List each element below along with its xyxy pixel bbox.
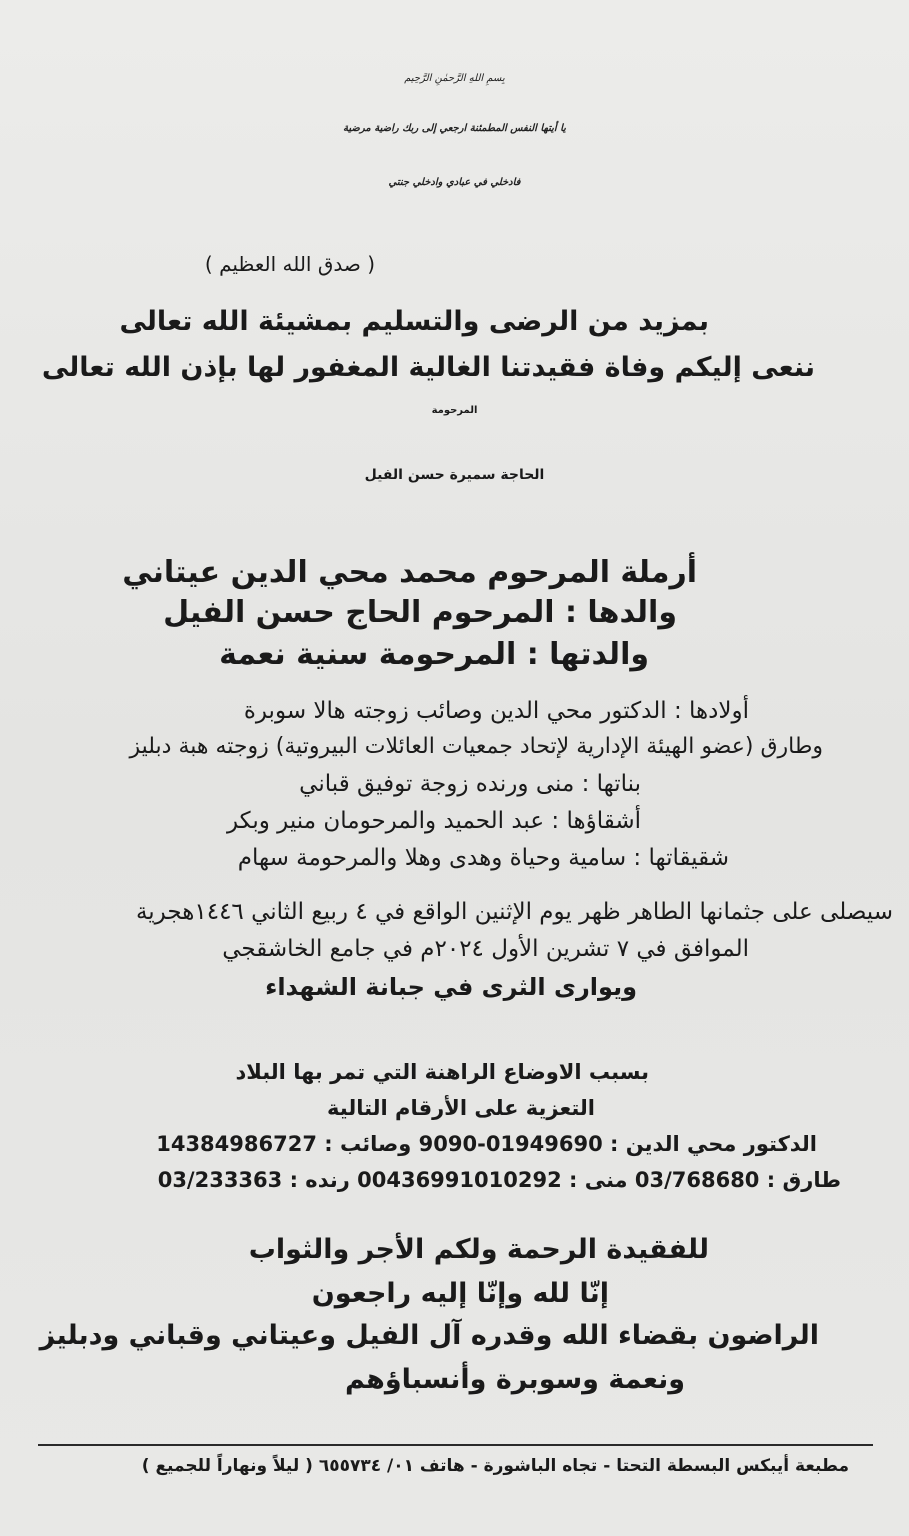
funeral-line-3: ويوارى الثرى في جبانة الشهداء (265, 973, 637, 1001)
intro-line-1: بمزيد من الرضى والتسليم بمشيئة الله تعالى (119, 306, 709, 337)
sisters: شقيقاتها : سامية وحياة وهدى وهلا والمرحومة سهام (237, 845, 729, 871)
marhuma-label: المرحومة (431, 405, 478, 416)
closing-line-4: ونعمة وسوبرة وأنسباؤهم (344, 1364, 685, 1395)
verse-line-1: يا أيتها النفس المطمئنة ارجعي إلى ربك راضية مرضية (343, 123, 566, 134)
phones-line-2: طارق : 03/768680 منى : 00436991010292 رنده : 03/233363 (157, 1168, 841, 1192)
condolences-line-2: التعزية على الأرقام التالية (327, 1096, 595, 1120)
basmala: بِسمِ اللهِ الرَّحمٰنِ الرَّحِيم (404, 73, 505, 84)
brothers: أشقاؤها : عبد الحميد والمرحومان منير وبكر (226, 808, 641, 834)
widow-of: أرملة المرحوم محمد محي الدين عيتاني (122, 555, 697, 590)
condolences-line-1: بسبب الاوضاع الراهنة التي تمر بها البلاد (235, 1060, 649, 1084)
verse-line-2: فادخلي في عبادي وادخلي جنتي (388, 177, 521, 188)
closing-line-2: إنّا لله وإنّا إليه راجعون (311, 1278, 609, 1309)
sadaq-allah: ( صدق الله العظيم ) (204, 252, 375, 276)
closing-line-1: للفقيدة الرحمة ولكم الأجر والثواب (248, 1234, 709, 1265)
intro-line-2: ننعى إليكم وفاة فقيدتنا الغالية المغفور لها بإذن الله تعالى (41, 352, 815, 383)
mother: والدتها : المرحومة سنية نعمة (219, 637, 649, 672)
funeral-line-2: الموافق في ٧ تشرين الأول ٢٠٢٤م في جامع الخاشقجي (222, 936, 749, 962)
sons-line-1: أولادها : الدكتور محي الدين وصائب زوجته هالا سوبرة (243, 698, 749, 724)
father: والدها : المرحوم الحاج حسن الفيل (163, 595, 677, 630)
funeral-line-1: سيصلى على جثمانها الطاهر ظهر يوم الإثنين الواقع في ٤ ربيع الثاني ١٤٤٦هجرية (135, 899, 893, 925)
daughters: بناتها : منى ورنده زوجة توفيق قباني (299, 771, 641, 797)
phones-line-1: الدكتور محي الدين : 01949690-9090 وصائب : 14384986727 (156, 1132, 817, 1156)
deceased-name: الحاجة سميرة حسن الفيل (364, 467, 545, 483)
footer-divider (38, 1444, 873, 1446)
printer-footer: مطبعة أيبكس البسطة التحتا - تجاه الباشورة - هاتف ٠١/ ٦٥٥٧٣٤ ( ليلاً ونهاراً للجميع ) (141, 1456, 849, 1476)
sons-line-2: وطارق (عضو الهيئة الإدارية لإتحاد جمعيات العائلات البيروتية) زوجته هبة دبليز (129, 734, 823, 759)
closing-line-3: الراضون بقضاء الله وقدره آل الفيل وعيتاني وقباني ودبليز (39, 1320, 819, 1351)
